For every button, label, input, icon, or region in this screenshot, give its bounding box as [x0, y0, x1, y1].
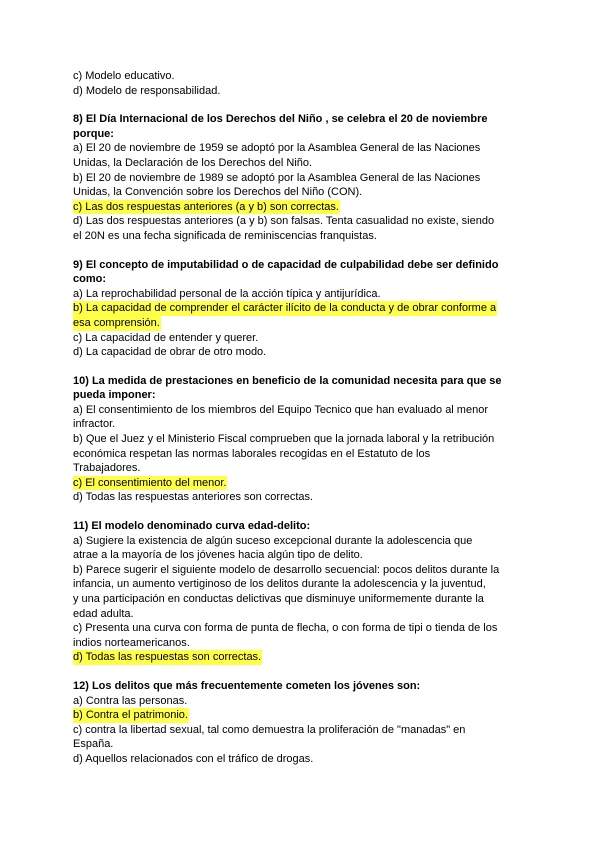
- question-11-answer-b: b) Parece sugerir el siguiente modelo de desarrollo secuencial: pocos delitos durante la: [73, 563, 500, 576]
- question-12: [73, 679, 513, 767]
- question-10-answer-b: Trabajadores.: [73, 462, 141, 475]
- question-12-answer-d: d) Aquellos relacionados con el tráfico de drogas.: [73, 752, 314, 765]
- question-9-answer-d: d) La capacidad de obrar de otro modo.: [73, 346, 267, 359]
- question-8-title: 8) El Día Internacional de los Derechos del Niño , se celebra el 20 de noviembre: [73, 113, 488, 126]
- question-10: [73, 374, 513, 505]
- question-12-answer-c: España.: [73, 738, 114, 751]
- question-9: [73, 258, 513, 360]
- highlighted-answer: d) Todas las respuestas son correctas.: [73, 651, 262, 664]
- question-9-answer-b-correct: [73, 316, 513, 331]
- question-8-answer-a: Unidas, la Declaración de los Derechos del Niño.: [73, 156, 313, 169]
- question-8-answer-d: el 20N es una fecha significada de reminiscencias franquistas.: [73, 229, 377, 242]
- question-9-title: 9) El concepto de imputabilidad o de capacidad de culpabilidad debe ser definido: [73, 258, 499, 271]
- question-11-answer-b: y una participación en conductas delictivas que disminuye uniformemente durante la: [73, 593, 484, 605]
- highlighted-answer: b) La capacidad de comprender el carácter ilícito de la conducta y de obrar conforme a: [73, 302, 497, 315]
- highlighted-answer: c) El consentimiento del menor.: [73, 476, 227, 489]
- question-11-answer-a: a) Sugiere la existencia de algún suceso excepcional durante la adolescencia que: [73, 534, 473, 547]
- question-11: [73, 519, 513, 665]
- question-12-answer-c: c) contra la libertad sexual, tal como demuestra la proliferación de "manadas" en: [73, 723, 466, 736]
- question-8-answer-a: a) El 20 de noviembre de 1959 se adoptó por la Asamblea General de las Naciones: [73, 142, 481, 155]
- question-9-answer-c: c) La capacidad de entender y querer.: [73, 331, 259, 344]
- question-9-title: como:: [73, 273, 106, 286]
- question-9-answer-b-correct: [73, 301, 513, 316]
- question-8-answer-d: d) Las dos respuestas anteriores (a y b) son falsas. Tenta casualidad no existe, siendo: [73, 215, 495, 228]
- highlighted-answer: b) Contra el patrimonio.: [73, 709, 188, 722]
- question-8: [73, 112, 513, 243]
- question-8-title: porque:: [73, 127, 114, 140]
- question-10-answer-d: d) Todas las respuestas anteriores son correctas.: [73, 491, 314, 504]
- question-8-answer-b: b) El 20 de noviembre de 1989 se adoptó por la Asamblea General de las Naciones: [73, 171, 481, 184]
- question-11-answer-d-correct: [73, 650, 513, 665]
- question-10-title: 10) La medida de prestaciones en beneficio de la comunidad necesita para que se: [73, 374, 502, 387]
- question-11-answer-a: atrae a la mayoría de los jóvenes hacia algún tipo de delito.: [73, 549, 363, 562]
- question-9-answer-a: a) La reprochabilidad personal de la acción típica y antijurídica.: [73, 287, 381, 300]
- question-10-title: pueda imponer:: [73, 389, 156, 402]
- question-12-title: 12) Los delitos que más frecuentemente cometen los jóvenes son:: [73, 679, 421, 692]
- question-10-answer-a: infractor.: [73, 418, 116, 431]
- question-10-answer-b: económica respetan las normas laborales recogidas en el Estatuto de los: [73, 447, 431, 460]
- question-11-answer-b: infancia, un aumento vertiginoso de los delitos durante la adolescencia y la juventud,: [73, 578, 486, 591]
- intro-answer-d: d) Modelo de responsabilidad.: [73, 84, 221, 97]
- question-11-answer-c: indios norteamericanos.: [73, 636, 190, 649]
- question-12-answer-b-correct: [73, 708, 513, 723]
- intro-answer-c: c) Modelo educativo.: [73, 70, 175, 82]
- question-8-answer-b: Unidas, la Convención sobre los Derechos del Niño (CON).: [73, 186, 363, 199]
- intro-block: [73, 69, 513, 98]
- document-content: [73, 69, 513, 781]
- highlighted-answer: c) Las dos respuestas anteriores (a y b) son correctas.: [73, 200, 339, 213]
- question-11-title: 11) El modelo denominado curva edad-delito:: [73, 520, 311, 533]
- highlighted-answer: esa comprensión.: [73, 316, 160, 329]
- question-11-answer-c: c) Presenta una curva con forma de punta de flecha, o con forma de tipi o tienda de los: [73, 622, 498, 635]
- question-10-answer-a: a) El consentimiento de los miembros del Equipo Tecnico que han evaluado al menor: [73, 403, 488, 416]
- question-10-answer-b: b) Que el Juez y el Ministerio Fiscal comprueben que la jornada laboral y la retribución: [73, 433, 495, 446]
- question-11-answer-b: edad adulta.: [73, 607, 134, 620]
- question-8-answer-c-correct: [73, 200, 513, 215]
- question-10-answer-c-correct: [73, 476, 513, 491]
- question-12-answer-a: a) Contra las personas.: [73, 694, 188, 707]
